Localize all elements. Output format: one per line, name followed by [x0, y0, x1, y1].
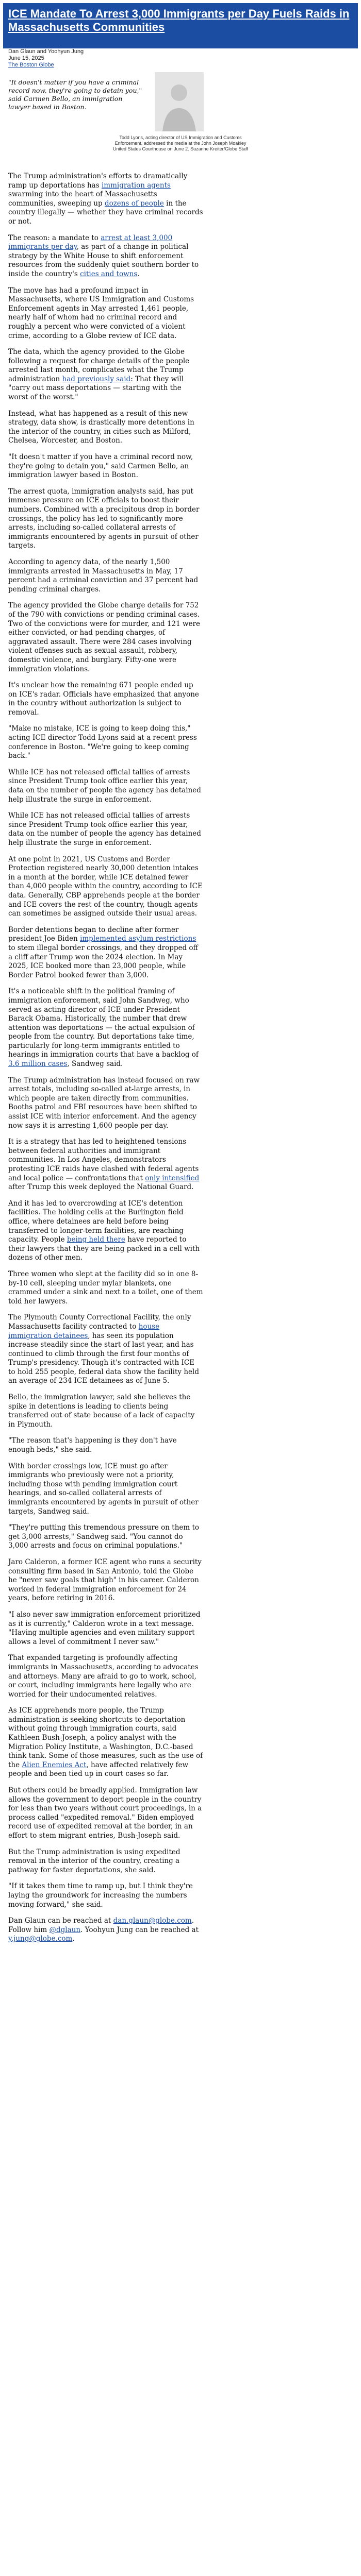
- paragraph-text: Bello, the immigration lawyer, said she believes the spike in detentions is leading to clients being transferred out of state because of a lack of capacity in Plymouth.: [8, 1393, 195, 1429]
- inline-link[interactable]: Alien Enemies Act: [22, 1760, 87, 1769]
- article-paragraph: [8, 1917, 203, 1944]
- paragraph-text: after Trump this week deployed the National Guard.: [8, 1183, 194, 1192]
- paragraph-text: Instead, what has happened as a result of this new strategy, data show, is drastically more detentions in the interior of the country, in cities such as Milford, Chelsea, Worcester, and Boston.: [8, 409, 194, 445]
- paragraph-text: With border crossings low, ICE must go after immigrants who previously were not a priority, including those with pending immigration court hearings, and so-called collateral arrests of immigrants encountered by agents in pursuit of other targets, Sandweg said.: [8, 1462, 199, 1516]
- article-paragraph: [8, 453, 203, 480]
- paragraph-text: . Yoohyun Jung can be reached at: [80, 1925, 199, 1934]
- article-paragraph: [8, 1393, 203, 1429]
- article-paragraph: [8, 172, 203, 227]
- article-paragraph: [8, 410, 203, 446]
- photo-placeholder-icon: [155, 72, 204, 131]
- paragraph-text: While ICE has not released official tallies of arrests since President Trump took office earlier this year, data on the number of people the agency has detained help illustrate the surge in enforcement.: [8, 768, 201, 804]
- paragraph-text: The arrest quota, immigration analysts said, has put immense pressure on ICE officials to boost their numbers. Combined with a precipitous drop in border crossings, the policy has led to significantly more arrests, including so-called collateral arrests of immigrants encountered by agents in pursuit of other targets.: [8, 487, 200, 550]
- paragraph-text: Border detentions began to decline after former president Joe Biden: [8, 925, 179, 943]
- inline-link[interactable]: 3.6 million cases: [8, 1060, 68, 1069]
- paragraph-text: , Sandweg said.: [67, 1060, 123, 1069]
- paragraph-text: , has seen its population increase steadily since the start of last year, and has continued to climb through the first four months of Trump's presidency. Though it's contracted with ICE to hold 255 people, federal data show the facility held an average of 234 ICE detainees as of June 5.: [8, 1331, 199, 1385]
- paragraph-text: : That they will "carry out mass deportations — starting with the worst of the worst.": [8, 375, 184, 402]
- inline-link[interactable]: @dglaun: [49, 1925, 81, 1934]
- paragraph-text: The data, which the agency provided to the Globe following a request for charge details of the people arrested last month, complicates what the Trump administration: [8, 348, 190, 383]
- paragraph-text: The Trump administration has instead focused on raw arrest totals, including so-called at-large arrests, in which people are taken directly from communities. Booths patrol and FBI resources have been shifted to assist ICE with interior enforcement. And the agency now says it is arresting 1,600 people per day.: [8, 1076, 200, 1130]
- article-paragraph: [8, 348, 203, 402]
- article-paragraph: [8, 1654, 203, 1699]
- inline-link[interactable]: implemented asylum restrictions: [80, 935, 196, 943]
- paragraph-text: And it has led to overcrowding at ICE's detention facilities. The holding cells at the Burlington field office, where detainees are held before being transferred to longer-term facilities, are reaching capacity. People: [8, 1199, 184, 1244]
- photo-caption: Todd Lyons, acting director of US Immigration and Customs Enforcement, addressed the media at the John Joseph Moakley United States Courthouse on June 2. Suzanne Kreiter/Globe Staff: [113, 135, 248, 151]
- paragraph-text: It is a strategy that has led to heightened tensions between federal authorities and immigrant communities. In Los Angeles, demonstrators protesting ICE raids have clashed with federal agents and local police — confrontations that: [8, 1138, 199, 1182]
- article-paragraph: [8, 1558, 203, 1603]
- paragraph-text: Jaro Calderon, a former ICE agent who runs a security consulting firm based in San Antonio, told the Globe he "never saw goals that high" in his career. Calderon worked in federal immigration enforcement for 24 years, before retiring in 2016.: [8, 1557, 202, 1603]
- paragraph-text: But the Trump administration is using expedited removal in the interior of the country, creating a pathway for faster deportations, she said.: [8, 1848, 180, 1874]
- paragraph-text: The agency provided the Globe charge details for 752 of the 790 with convictions or pending criminal cases. Two of the convictions were for murder, and 121 were either convicted, or had pending charges, of aggravated assault. There were 284 cases involving violent offenses such as sexual assault, robbery, domestic violence, and burglary. Fifty-one were immigration violations.: [8, 601, 200, 673]
- article-authors: Dan Glaun and Yoohyun Jung: [8, 48, 84, 55]
- paragraph-text: Three women who slept at the facility did so in one 8-by-10 cell, sleeping under mylar blankets, one crammed under a sink and next to a toilet, one of them told her lawyers.: [8, 1269, 203, 1306]
- paragraph-text: have reported to their lawyers that they are being packed in a cell with dozens of other men.: [8, 1235, 200, 1262]
- article-paragraph: [8, 1882, 203, 1909]
- article-paragraph: [8, 1611, 203, 1647]
- paragraph-text: According to agency data, of the nearly 1,500 immigrants arrested in Massachusetts in May, 17 percent had a criminal conviction and 37 percent had pending criminal charges.: [8, 557, 199, 594]
- article-paragraph: [8, 811, 203, 848]
- paragraph-text: , as part of a change in political strategy by the White House to shift enforcement resources from the suddenly quiet southern border to inside the country's: [8, 243, 199, 278]
- article-paragraph: [8, 286, 203, 341]
- inline-link[interactable]: dan.glaun@globe.com: [113, 1917, 192, 1925]
- paragraph-text: "The reason that's happening is they don't have enough beds," she said.: [8, 1436, 177, 1454]
- article-headline: ICE Mandate To Arrest 3,000 Immigrants per Day Fuels Raids in Massachusetts Communities: [8, 7, 350, 33]
- inline-link[interactable]: y.jung@globe.com: [8, 1935, 73, 1943]
- article-paragraph: [8, 558, 203, 594]
- article-paragraph: [8, 1199, 203, 1263]
- paragraph-text: At one point in 2021, US Customs and Border Protection registered nearly 30,000 detention intakes in a month at the border, while ICE detained fewer than 4,000 people within the country, according to ICE data. Generally, CBP apprehends people at the border and ICE covers the rest of the country, though agents can sometimes be assigned outside their usual areas.: [8, 855, 203, 918]
- inline-link[interactable]: only intensified: [145, 1174, 200, 1182]
- paragraph-text: .: [72, 1935, 75, 1943]
- paragraph-text: "If it takes them time to ramp up, but I think they're laying the groundwork for increasing the numbers moving forward," she said.: [8, 1882, 193, 1909]
- paragraph-text: .: [137, 269, 140, 278]
- article-paragraph: [8, 487, 203, 551]
- paragraph-text: "It doesn't matter if you have a criminal record now, they're going to detain you," said Carmen Bello, an immigration lawyer based in Boston.: [8, 453, 193, 480]
- article-paragraph: [8, 1313, 203, 1386]
- article-paragraph: [8, 234, 203, 279]
- article-paragraph: [8, 855, 203, 919]
- paragraph-text: The reason: a mandate to: [8, 233, 101, 242]
- pull-quote: "It doesn't matter if you have a criminal record now, they're going to detain you," said Carmen Bello, an immigration lawyer based in Boston.: [8, 78, 142, 111]
- inline-link[interactable]: dozens of people: [104, 199, 164, 208]
- paragraph-text: While ICE has not released official tallies of arrests since President Trump took office earlier this year, data on the number of people the agency has detained help illustrate the surge in enforcement.: [8, 811, 201, 847]
- article-paragraph: [8, 768, 203, 804]
- paragraph-text: As ICE apprehends more people, the Trump administration is seeking shortcuts to deportation without going through immigration courts, said Kathleen Bush-Joseph, a policy analyst with the Migration Policy Institute, a Washington, D.C.-based think tank. Some of those measures, such as the use of the: [8, 1706, 203, 1769]
- paragraph-text: "They're putting this tremendous pressure on them to get 3,000 arrests," Sandweg said. "You cannot do 3,000 arrests and focus on criminal populations.": [8, 1523, 200, 1550]
- article-paragraph: [8, 724, 203, 760]
- paragraph-text: It's unclear how the remaining 671 people ended up on ICE's radar. Officials have emphasized that anyone in the country without authorization is subject to removal.: [8, 681, 199, 717]
- paragraph-text: to stem illegal border crossings, and they dropped off a cliff after Trump won the 2024 election. In May 2025, ICE booked more than 23,000 people, while Border Patrol booked fewer than 3,000.: [8, 943, 199, 979]
- article-photo: [155, 72, 204, 131]
- paragraph-text: , have affected relatively few people and been tied up in court cases so far.: [8, 1760, 189, 1778]
- article-meta: [8, 48, 84, 69]
- inline-link[interactable]: cities and towns: [80, 269, 138, 278]
- article-source-link[interactable]: The Boston Globe: [8, 62, 54, 68]
- paragraph-text: swarming into the heart of Massachusetts communities, sweeping up: [8, 190, 157, 208]
- article-paragraph: [8, 1462, 203, 1517]
- article-paragraph: [8, 1076, 203, 1131]
- paragraph-text: That expanded targeting is profoundly affecting immigrants in Massachusetts, according to advocates and attorneys. Many are afraid to go to work, school, or court, including immigrants here legally who are worried for their undocumented relatives.: [8, 1654, 199, 1699]
- paragraph-text: But others could be broadly applied. Immigration law allows the government to deport people in the country for less than two years without court proceedings, in a process called "expedited removal." Biden employed record use of expedited removal at the border, in an effort to stem migrant entries, Bush-Joseph said.: [8, 1786, 202, 1840]
- inline-link[interactable]: immigration agents: [101, 181, 171, 190]
- article-paragraph: [8, 601, 203, 674]
- inline-link[interactable]: being held there: [67, 1235, 125, 1244]
- paragraph-text: "Make no mistake, ICE is going to keep doing this," acting ICE director Todd Lyons said at a recent press conference in Boston. "We're going to keep coming back.": [8, 724, 197, 760]
- paragraph-text: The Plymouth County Correctional Facility, the only Massachusetts facility contracted to: [8, 1313, 191, 1331]
- article-body: [8, 172, 203, 1951]
- article-paragraph: [8, 1848, 203, 1875]
- article-paragraph: [8, 1706, 203, 1779]
- paragraph-text: Dan Glaun can be reached at: [8, 1917, 113, 1925]
- inline-link[interactable]: arrest at least 3,000 immigrants per day: [8, 233, 173, 251]
- article-paragraph: [8, 987, 203, 1069]
- paragraph-text: "I also never saw immigration enforcement prioritized as it is currently," Calderon wrote in a text message. "Having multiple agencies and even military support allows a level of commitment I never saw.": [8, 1610, 201, 1646]
- article-paragraph: [8, 1786, 203, 1841]
- article-paragraph: [8, 1270, 203, 1306]
- article-date: June 15, 2025: [8, 55, 44, 61]
- article-paragraph: [8, 1436, 203, 1454]
- article-paragraph: [8, 926, 203, 980]
- article-paragraph: [8, 681, 203, 717]
- paragraph-text: in the country illegally — whether they have criminal records or not.: [8, 199, 203, 226]
- article-paragraph: [8, 1523, 203, 1551]
- article-paragraph: [8, 1138, 203, 1192]
- paragraph-text: . Follow him: [8, 1917, 194, 1934]
- inline-link[interactable]: had previously said: [62, 375, 131, 383]
- paragraph-text: The Trump administration's efforts to dramatically ramp up deportations has: [8, 172, 188, 190]
- inline-link[interactable]: house immigration detainees: [8, 1322, 160, 1340]
- paragraph-text: It's a noticeable shift in the political framing of immigration enforcement, said John Sandweg, who served as acting director of ICE under President Barack Obama. Historically, the number that drew attention was deportations — the actual expulsion of people from the country. But deportations take time, particularly for long-term immigrants entitled to hearings in immigration courts that have a backlog of: [8, 987, 199, 1059]
- paragraph-text: The move has had a profound impact in Massachusetts, where US Immigration and Customs Enforcement agents in May arrested 1,461 people, nearly half of whom had no criminal record and roughly a percent who were convicted of a violent crime, according to a Globe review of ICE data.: [8, 286, 194, 340]
